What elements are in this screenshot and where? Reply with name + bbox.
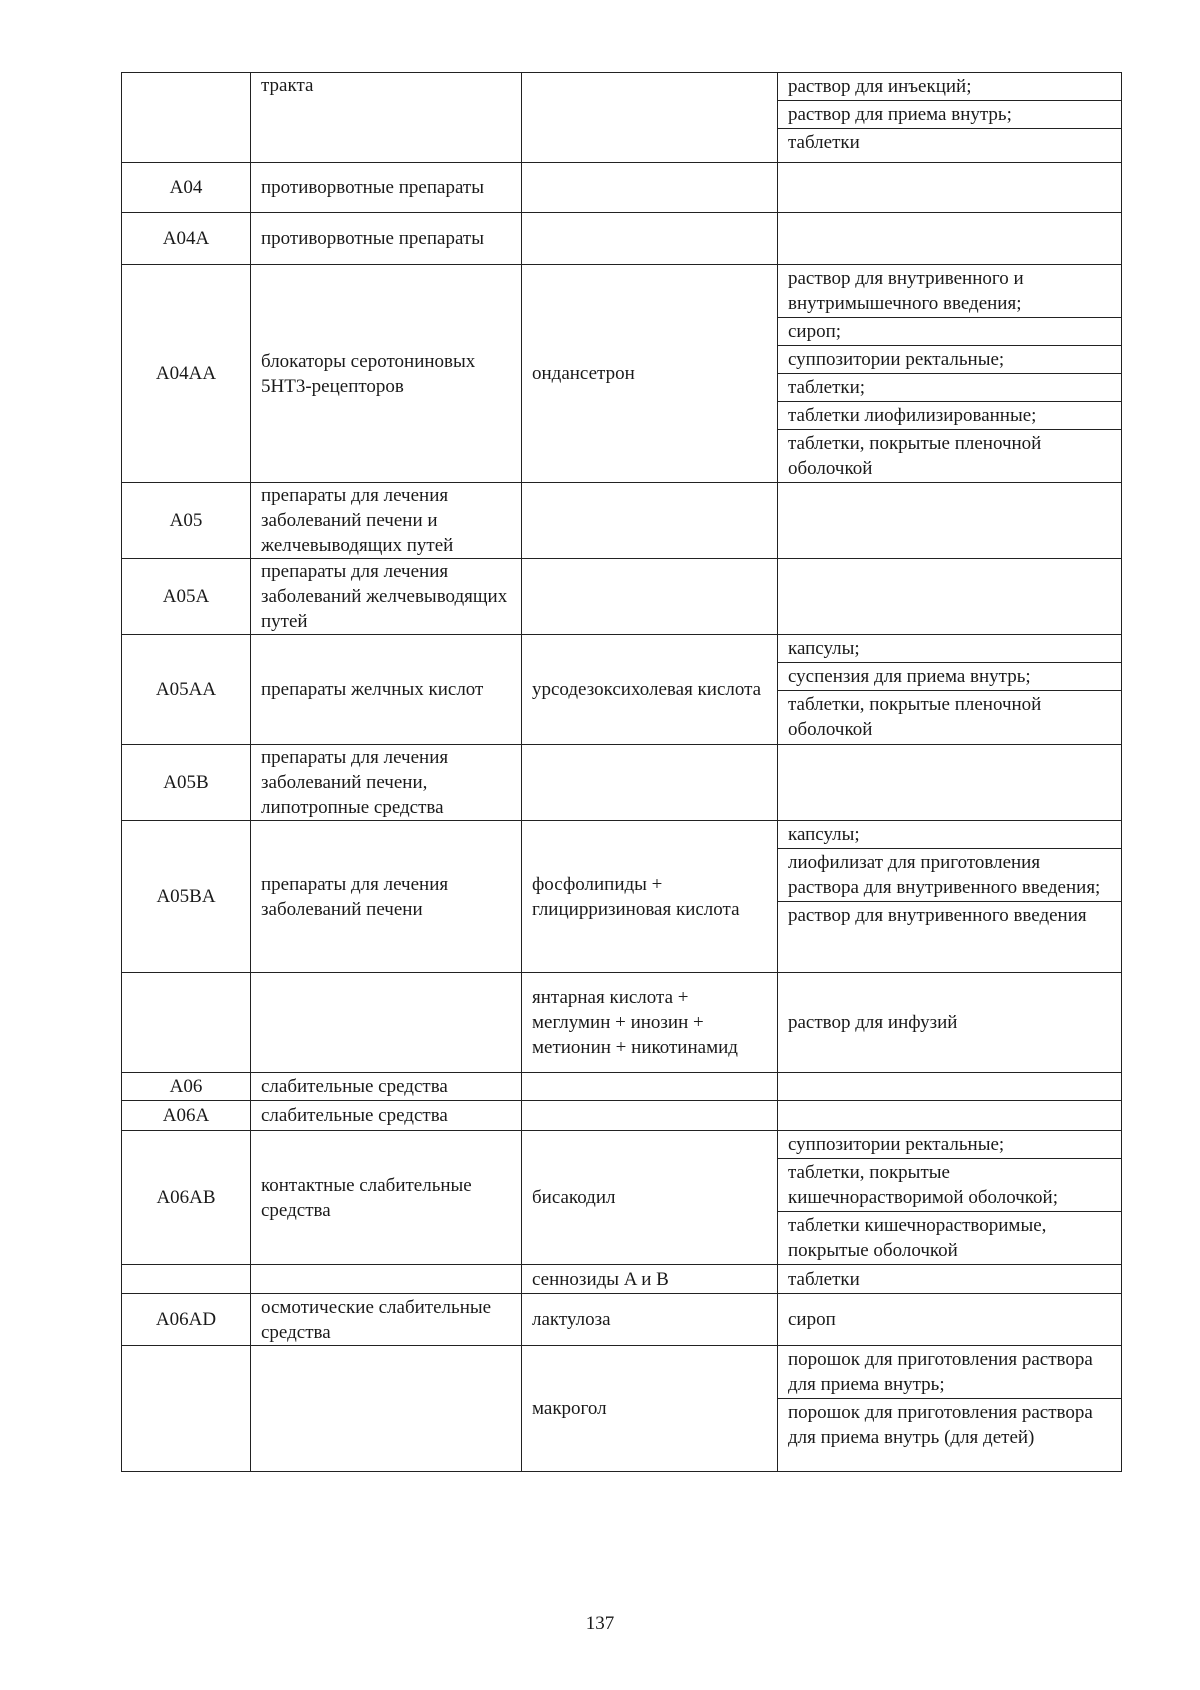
- dosage-forms-cell: [778, 1346, 1122, 1472]
- atc-code-cell: A05B: [122, 745, 251, 821]
- group-name-cell: препараты для лечения заболеваний печени, липотропные средства: [251, 745, 522, 821]
- drug-name-cell: [522, 1073, 778, 1101]
- page-number: 137: [585, 1613, 615, 1634]
- dosage-form-item: таблетки, покрытые пленочной оболочкой: [778, 429, 1121, 482]
- dosage-form-item: таблетки лиофилизированные;: [778, 401, 1121, 429]
- dosage-form-item: сироп: [788, 1309, 836, 1330]
- dosage-forms-cell: [778, 745, 1122, 821]
- group-name-cell: [251, 973, 522, 1073]
- table-row: [122, 821, 1122, 973]
- dosage-form-item: таблетки: [788, 1268, 860, 1290]
- dosage-forms-cell: [778, 1073, 1122, 1101]
- drug-name-cell: [522, 745, 778, 821]
- dosage-forms-cell: [778, 483, 1122, 559]
- dosage-forms-cell: [778, 973, 1122, 1073]
- dosage-form-item: порошок для приготовления раствора для приема внутрь (для детей): [778, 1398, 1121, 1451]
- drug-classification-table: [121, 72, 1122, 1472]
- dosage-forms-cell: [778, 1101, 1122, 1131]
- dosage-form-item: капсулы;: [788, 638, 860, 659]
- drug-name-cell: урсодезоксихолевая кислота: [522, 635, 778, 745]
- group-name-cell: тракта: [251, 73, 522, 163]
- group-name-cell: препараты для лечения заболеваний печени: [251, 821, 522, 973]
- drug-name-cell: лактулоза: [522, 1294, 778, 1346]
- atc-code-cell: A05: [122, 483, 251, 559]
- drug-name-cell: [522, 73, 778, 163]
- drug-name-cell: [522, 483, 778, 559]
- atc-code-cell: A04: [122, 163, 251, 213]
- atc-code-cell: A06: [122, 1073, 251, 1101]
- dosage-form-list: [778, 73, 1121, 156]
- table-row: [122, 1346, 1122, 1472]
- table-row: [122, 973, 1122, 1073]
- dosage-form-list: [778, 1346, 1121, 1451]
- drug-name-cell: [522, 163, 778, 213]
- dosage-form-item: раствор для инфузий: [788, 1012, 958, 1033]
- table-row: [122, 213, 1122, 265]
- group-name-cell: противорвотные препараты: [251, 213, 522, 265]
- table-row: [122, 745, 1122, 821]
- dosage-forms-cell: [778, 213, 1122, 265]
- dosage-form-item: сироп;: [778, 317, 1121, 345]
- group-name-cell: [251, 1265, 522, 1294]
- table-row: [122, 559, 1122, 635]
- group-name-cell: препараты для лечения заболеваний желчевыводящих путей: [251, 559, 522, 635]
- dosage-form-item: таблетки;: [778, 373, 1121, 401]
- atc-code-cell: [122, 1265, 251, 1294]
- drug-name-cell: макрогол: [522, 1346, 778, 1472]
- dosage-form-item: раствор для внутривенного и внутримышечного введения;: [788, 268, 1024, 314]
- atc-code-cell: A04AA: [122, 265, 251, 483]
- drug-name-cell: сеннозиды A и B: [522, 1265, 778, 1294]
- group-name-cell: осмотические слабительные средства: [251, 1294, 522, 1346]
- drug-name-cell: янтарная кислота + меглумин + инозин + метионин + никотинамид: [522, 973, 778, 1073]
- dosage-forms-cell: [778, 1294, 1122, 1346]
- table-row: [122, 163, 1122, 213]
- drug-name-cell: [522, 213, 778, 265]
- table-row: [122, 635, 1122, 745]
- atc-code-cell: A05A: [122, 559, 251, 635]
- dosage-forms-cell: [778, 635, 1122, 745]
- dosage-form-item: таблетки, покрытые кишечнорастворимой оболочкой;: [778, 1158, 1121, 1211]
- dosage-form-item: суппозитории ректальные;: [788, 1134, 1005, 1155]
- dosage-form-list: [778, 821, 1121, 929]
- group-name-cell: [251, 1346, 522, 1472]
- group-name-cell: препараты желчных кислот: [251, 635, 522, 745]
- dosage-form-item: таблетки: [778, 128, 1121, 156]
- drug-name-cell: [522, 559, 778, 635]
- table-row: [122, 1265, 1122, 1294]
- table-row: [122, 1294, 1122, 1346]
- dosage-form-list: [778, 635, 1121, 743]
- atc-code-cell: A05BA: [122, 821, 251, 973]
- drug-name-cell: [522, 1101, 778, 1131]
- table-body: [122, 73, 1122, 1472]
- atc-code-cell: [122, 73, 251, 163]
- dosage-forms-cell: [778, 1265, 1122, 1294]
- dosage-form-item: суспензия для приема внутрь;: [778, 662, 1121, 690]
- dosage-forms-cell: [778, 73, 1122, 163]
- dosage-form-item: таблетки, покрытые пленочной оболочкой: [778, 690, 1121, 743]
- group-name-cell: блокаторы серотониновых 5HT3-рецепторов: [251, 265, 522, 483]
- dosage-forms-cell: [778, 1131, 1122, 1265]
- table-row: [122, 1073, 1122, 1101]
- dosage-form-list: [778, 265, 1121, 482]
- dosage-form-item: раствор для приема внутрь;: [778, 100, 1121, 128]
- drug-name-cell: ондансетрон: [522, 265, 778, 483]
- dosage-form-item: раствор для инъекций;: [788, 76, 972, 97]
- group-name-cell: препараты для лечения заболеваний печени и желчевыводящих путей: [251, 483, 522, 559]
- dosage-forms-cell: [778, 821, 1122, 973]
- atc-code-cell: [122, 1346, 251, 1472]
- drug-name-cell: бисакодил: [522, 1131, 778, 1265]
- table-row: [122, 1131, 1122, 1265]
- dosage-form-item: капсулы;: [788, 824, 860, 845]
- dosage-forms-cell: [778, 265, 1122, 483]
- atc-code-cell: A06AB: [122, 1131, 251, 1265]
- dosage-form-item: суппозитории ректальные;: [778, 345, 1121, 373]
- group-name-cell: контактные слабительные средства: [251, 1131, 522, 1265]
- dosage-form-item: раствор для внутривенного введения: [778, 901, 1121, 929]
- dosage-forms-cell: [778, 559, 1122, 635]
- group-name-cell: противорвотные препараты: [251, 163, 522, 213]
- table-row: [122, 483, 1122, 559]
- dosage-forms-cell: [778, 163, 1122, 213]
- atc-code-cell: A04A: [122, 213, 251, 265]
- table-row: [122, 73, 1122, 163]
- dosage-form-list: [778, 1131, 1121, 1264]
- atc-code-cell: [122, 973, 251, 1073]
- dosage-form-item: таблетки кишечнорастворимые, покрытые оболочкой: [778, 1211, 1121, 1264]
- group-name-cell: слабительные средства: [251, 1101, 522, 1131]
- table-row: [122, 1101, 1122, 1131]
- atc-code-cell: A06AD: [122, 1294, 251, 1346]
- dosage-form-item: порошок для приготовления раствора для приема внутрь;: [788, 1349, 1093, 1395]
- atc-code-cell: A06A: [122, 1101, 251, 1131]
- atc-code-cell: A05AA: [122, 635, 251, 745]
- group-name-cell: слабительные средства: [251, 1073, 522, 1101]
- dosage-form-item: лиофилизат для приготовления раствора для внутривенного введения;: [778, 848, 1121, 901]
- drug-name-cell: фосфолипиды + глицирризиновая кислота: [522, 821, 778, 973]
- table-row: [122, 265, 1122, 483]
